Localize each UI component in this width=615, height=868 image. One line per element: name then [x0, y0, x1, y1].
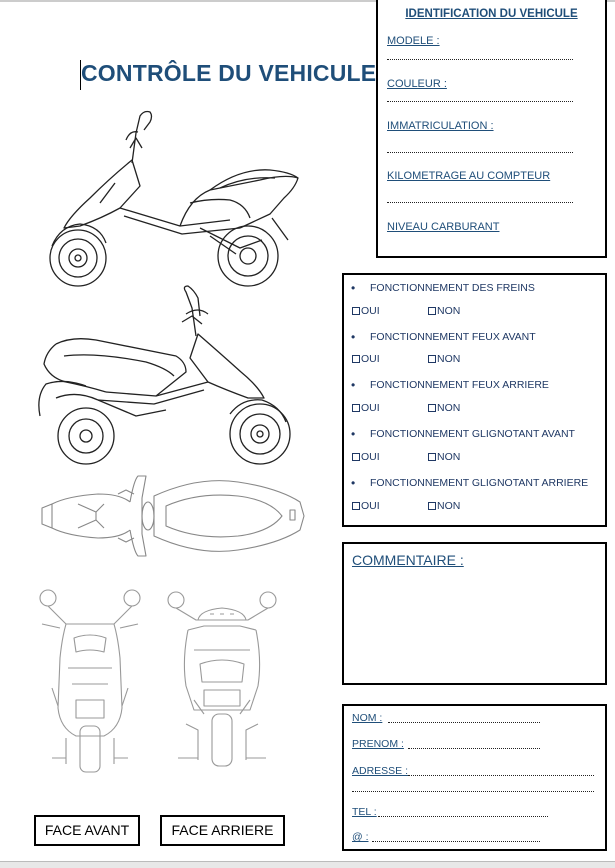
- scooter-front-drawing: [32, 588, 150, 776]
- identification-heading: IDENTIFICATION DU VEHICULE: [405, 8, 578, 20]
- checkbox-icon: [428, 404, 436, 412]
- field-line-immatriculation[interactable]: [387, 152, 573, 153]
- function-checklist-panel: [342, 273, 607, 527]
- contact-label-email: @ :: [352, 831, 369, 843]
- checkbox-icon: [428, 307, 436, 315]
- checkbox-icon: [352, 404, 360, 412]
- checkbox-icon: [428, 502, 436, 510]
- page-title: CONTRÔLE DU VEHICULE: [81, 60, 377, 86]
- checkbox-freins-non[interactable]: NON: [428, 305, 460, 317]
- check-item-clignotant-avant: • FONCTIONNEMENT GLIGNOTANT AVANT: [370, 428, 575, 440]
- scooter-side-right-drawing: [36, 286, 296, 471]
- checkbox-icon: [352, 355, 360, 363]
- checkbox-feux-arriere-oui[interactable]: OUI: [352, 402, 380, 414]
- check-item-feux-avant: • FONCTIONNEMENT FEUX AVANT: [370, 331, 536, 343]
- checkbox-feux-avant-oui[interactable]: OUI: [352, 353, 380, 365]
- checkbox-feux-arriere-non[interactable]: NON: [428, 402, 460, 414]
- contact-label-tel: TEL :: [352, 806, 377, 818]
- check-item-freins: • FONCTIONNEMENT DES FREINS: [370, 282, 535, 294]
- scooter-rear-drawing: [164, 590, 282, 776]
- checkbox-freins-oui[interactable]: OUI: [352, 305, 380, 317]
- vehicle-identification-panel: [376, 0, 607, 258]
- check-item-feux-arriere: • FONCTIONNEMENT FEUX ARRIERE: [370, 379, 549, 391]
- checkbox-icon: [428, 453, 436, 461]
- field-line-kilometrage[interactable]: [387, 202, 573, 203]
- contact-line-adresse[interactable]: [408, 775, 594, 776]
- field-label-couleur: COULEUR :: [387, 78, 447, 90]
- checkbox-clignotant-arriere-non[interactable]: NON: [428, 500, 460, 512]
- contact-line-adresse-2[interactable]: [352, 791, 594, 792]
- contact-line-prenom[interactable]: [408, 748, 540, 749]
- scooter-side-left-drawing: [40, 108, 305, 298]
- field-label-kilometrage: KILOMETRAGE AU COMPTEUR: [387, 170, 551, 182]
- contact-label-nom: NOM :: [352, 712, 383, 724]
- contact-line-tel[interactable]: [378, 816, 548, 817]
- checkbox-clignotant-arriere-oui[interactable]: OUI: [352, 500, 380, 512]
- checkbox-icon: [352, 502, 360, 510]
- contact-panel: [342, 704, 607, 851]
- checkbox-feux-avant-non[interactable]: NON: [428, 353, 460, 365]
- contact-label-prenom: PRENOM :: [352, 738, 404, 750]
- face-avant-label: FACE AVANT: [34, 815, 140, 846]
- checkbox-clignotant-avant-oui[interactable]: OUI: [352, 451, 380, 463]
- contact-label-adresse: ADRESSE :: [352, 765, 409, 777]
- field-line-modele[interactable]: [387, 59, 573, 60]
- contact-line-nom[interactable]: [388, 722, 540, 723]
- checkbox-icon: [428, 355, 436, 363]
- field-line-couleur[interactable]: [387, 101, 573, 102]
- checkbox-icon: [352, 307, 360, 315]
- field-label-carburant: NIVEAU CARBURANT: [387, 221, 500, 233]
- checkbox-clignotant-avant-non[interactable]: NON: [428, 451, 460, 463]
- field-label-immatriculation: IMMATRICULATION :: [387, 120, 494, 132]
- comment-label: COMMENTAIRE :: [352, 552, 464, 568]
- field-label-modele: MODELE :: [387, 35, 440, 47]
- contact-line-email[interactable]: [372, 841, 540, 842]
- checkbox-icon: [352, 453, 360, 461]
- scooter-top-drawing: [38, 468, 310, 568]
- check-item-clignotant-arriere: • FONCTIONNEMENT GLIGNOTANT ARRIERE: [370, 477, 588, 489]
- comment-panel[interactable]: [342, 542, 607, 685]
- face-arriere-label: FACE ARRIERE: [160, 815, 285, 846]
